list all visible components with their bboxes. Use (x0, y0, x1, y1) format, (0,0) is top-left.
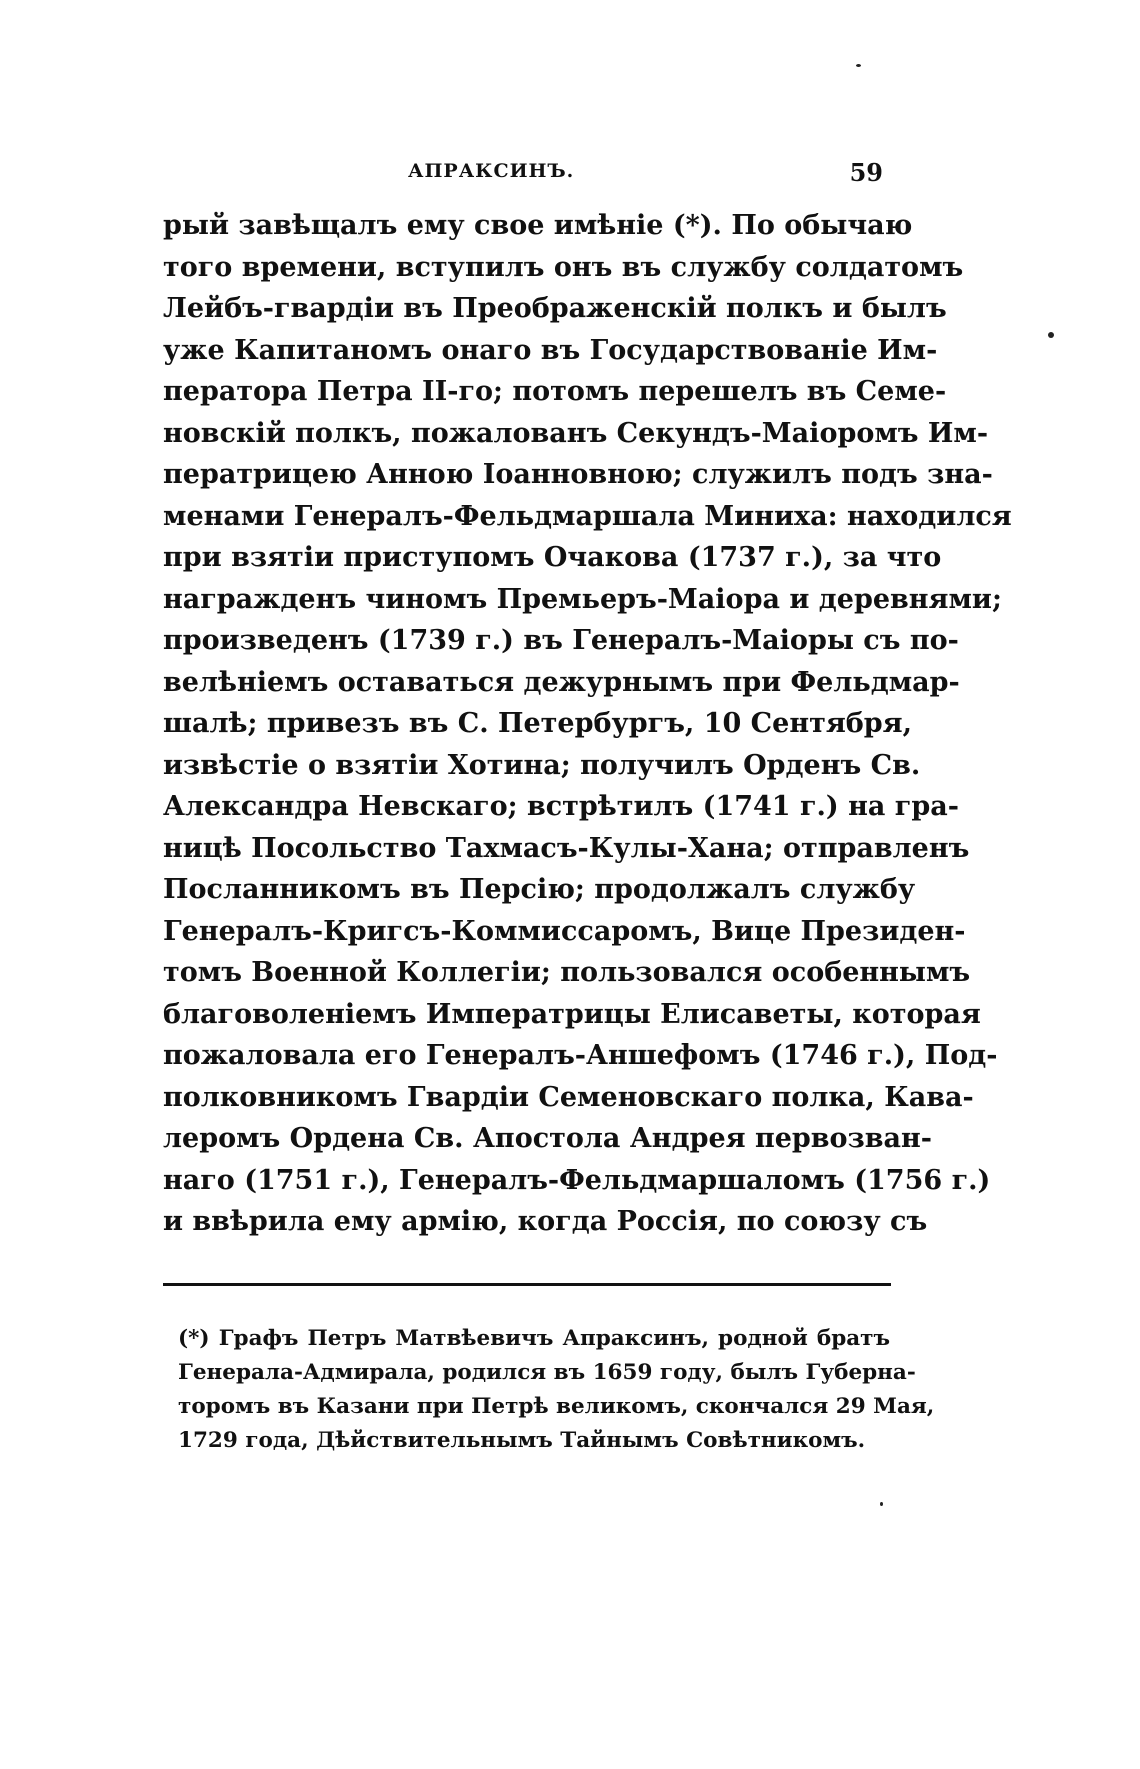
text-line: наго (1751 г.), Генералъ-Фельдмаршаломъ (1756 г.) (163, 1164, 991, 1196)
scan-speck (856, 64, 861, 67)
text-line: томъ Военной Коллегіи; пользовался особеннымъ (163, 957, 971, 988)
text-line: награжденъ чиномъ Премьеръ-Маіора и деревнями; (163, 583, 1002, 615)
footnote-line: (*) Графъ Петръ Матвѣевичъ Апраксинъ, родной братъ (178, 1326, 890, 1351)
footnote (178, 1322, 935, 1458)
text-line: Александра Невскаго; встрѣтилъ (1741 г.) на гра- (163, 791, 959, 822)
running-title: АПРАКСИНЪ. (408, 160, 575, 182)
text-line: ператора Петра II-го; потомъ перешелъ въ Семе- (163, 376, 947, 407)
footnote-line: 1729 года, Дѣйствительнымъ Тайнымъ Совѣтникомъ. (178, 1428, 866, 1453)
text-line: рый завѣщалъ ему свое имѣніе (*). По обычаю (163, 210, 913, 241)
text-line: и ввѣрила ему армію, когда Россія, по союзу съ (163, 1206, 928, 1237)
body-text (163, 205, 1012, 1243)
text-line: при взятіи приступомъ Очакова (1737 г.), за что (163, 542, 942, 573)
text-line: новскій полкъ, пожалованъ Секундъ-Маіоромъ Им- (163, 417, 989, 449)
page-number: 59 (849, 158, 883, 187)
text-line: менами Генералъ-Фельдмаршала Миниха: находился (163, 500, 1012, 532)
text-line: велѣніемъ оставаться дежурнымъ при Фельдмар- (163, 666, 960, 698)
text-line: леромъ Ордена Св. Апостола Андрея первозван- (163, 1123, 933, 1154)
text-line: шалѣ; привезъ въ С. Петербургъ, 10 Сентября, (163, 708, 913, 739)
text-line: того времени, вступилъ онъ въ службу солдатомъ (163, 251, 964, 283)
text-line: ницѣ Посольство Тахмасъ-Кулы-Хана; отправленъ (163, 832, 970, 864)
text-line: Посланникомъ въ Персію; продолжалъ службу (163, 874, 916, 905)
scan-speck (1048, 332, 1054, 338)
text-line: уже Капитаномъ онаго въ Государствованіе Им- (163, 334, 938, 366)
text-line: полковникомъ Гвардіи Семеновскаго полка, Кава- (163, 1081, 974, 1113)
footnote-line: торомъ въ Казани при Петрѣ великомъ, скончался 29 Мая, (178, 1394, 935, 1419)
text-line: благоволеніемъ Императрицы Елисаветы, которая (163, 998, 981, 1030)
text-line: Лейбъ-гвардіи въ Преображенскій полкъ и былъ (163, 293, 947, 324)
footnote-divider (163, 1283, 891, 1286)
text-line: Генералъ-Кригсъ-Коммиссаромъ, Вице Президен- (163, 915, 966, 947)
page-header (163, 160, 883, 190)
text-line: извѣстіе о взятіи Хотина; получилъ Орденъ Св. (163, 749, 921, 781)
text-line: произведенъ (1739 г.) въ Генералъ-Маіоры съ по- (163, 625, 959, 656)
footnote-line: Генерала-Адмирала, родился въ 1659 году, былъ Губерна- (178, 1360, 916, 1385)
text-line: пожаловала его Генералъ-Аншефомъ (1746 г.), Под- (163, 1040, 998, 1071)
scan-speck (880, 1502, 883, 1506)
text-line: ператрицею Анною Іоанновною; служилъ подъ зна- (163, 459, 993, 490)
